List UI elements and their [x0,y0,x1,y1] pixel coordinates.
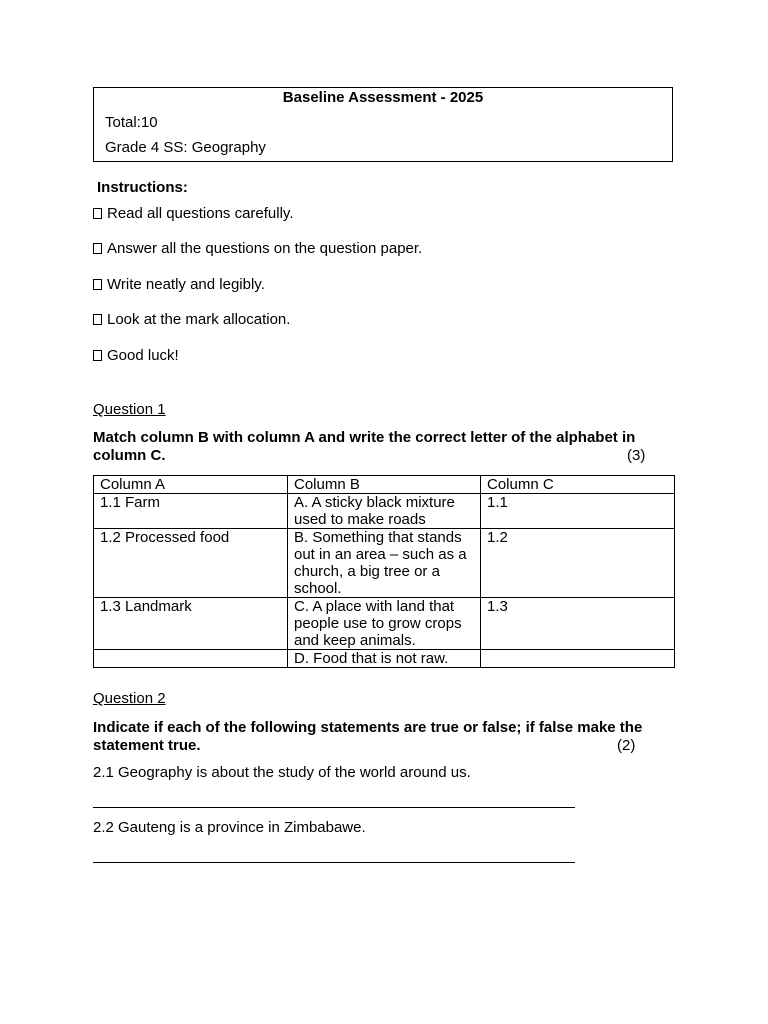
column-a-cell: 1.1 Farm [94,494,288,529]
column-a-header: Column A [94,476,288,494]
instruction-item [93,240,422,257]
column-c-answer-cell[interactable]: 1.3 [481,598,675,650]
column-c-header: Column C [481,476,675,494]
question-2-prompt: Indicate if each of the following statements are true or false; if false make the statement true. [93,719,643,754]
header-box [93,87,673,162]
instruction-text: Read all questions carefully. [107,205,294,222]
question-1-marks: (3) [627,447,646,464]
question-1-prompt: Match column B with column A and write the correct letter of the alphabet in column C. [93,429,636,464]
checkbox-icon [93,279,102,290]
matching-table [93,475,675,668]
instruction-text: Answer all the questions on the question paper. [107,240,423,257]
instruction-text: Look at the mark allocation. [107,311,291,328]
column-c-answer-cell[interactable] [481,650,675,668]
table-row [94,529,675,598]
question-2-heading: Question 2 [93,690,166,707]
instruction-text: Good luck! [107,347,179,364]
column-c-answer-cell[interactable]: 1.1 [481,494,675,529]
instruction-item [93,347,179,364]
column-b-header: Column B [288,476,481,494]
column-c-answer-cell[interactable]: 1.2 [481,529,675,598]
instruction-item [93,276,265,293]
statement-2-1: 2.1 Geography is about the study of the world around us. [93,764,471,781]
document-title: Baseline Assessment - 2025 [282,89,484,106]
checkbox-icon [93,208,102,219]
column-a-cell: 1.2 Processed food [94,529,288,598]
grade-subject: Grade 4 SS: Geography [105,139,266,156]
column-a-cell: 1.3 Landmark [94,598,288,650]
checkbox-icon [93,243,102,254]
table-row [94,650,675,668]
question-2-marks: (2) [617,737,636,754]
statement-2-2: 2.2 Gauteng is a province in Zimbabawe. [93,819,366,836]
column-b-cell: B. Something that stands out in an area – such as a church, a big tree or a school. [288,529,481,598]
instruction-item [93,311,290,328]
instruction-item [93,205,294,222]
answer-line[interactable] [93,862,575,863]
total-marks: Total:10 [105,114,158,131]
table-header-row [94,476,675,494]
checkbox-icon [93,350,102,361]
instructions-heading: Instructions: [97,179,188,196]
column-b-cell: D. Food that is not raw. [288,650,481,668]
column-a-cell [94,650,288,668]
table-row [94,494,675,529]
checkbox-icon [93,314,102,325]
table-row [94,598,675,650]
column-b-cell: C. A place with land that people use to grow crops and keep animals. [288,598,481,650]
question-1-heading: Question 1 [93,401,166,418]
instruction-text: Write neatly and legibly. [107,276,265,293]
answer-line[interactable] [93,807,575,808]
column-b-cell: A. A sticky black mixture used to make roads [288,494,481,529]
